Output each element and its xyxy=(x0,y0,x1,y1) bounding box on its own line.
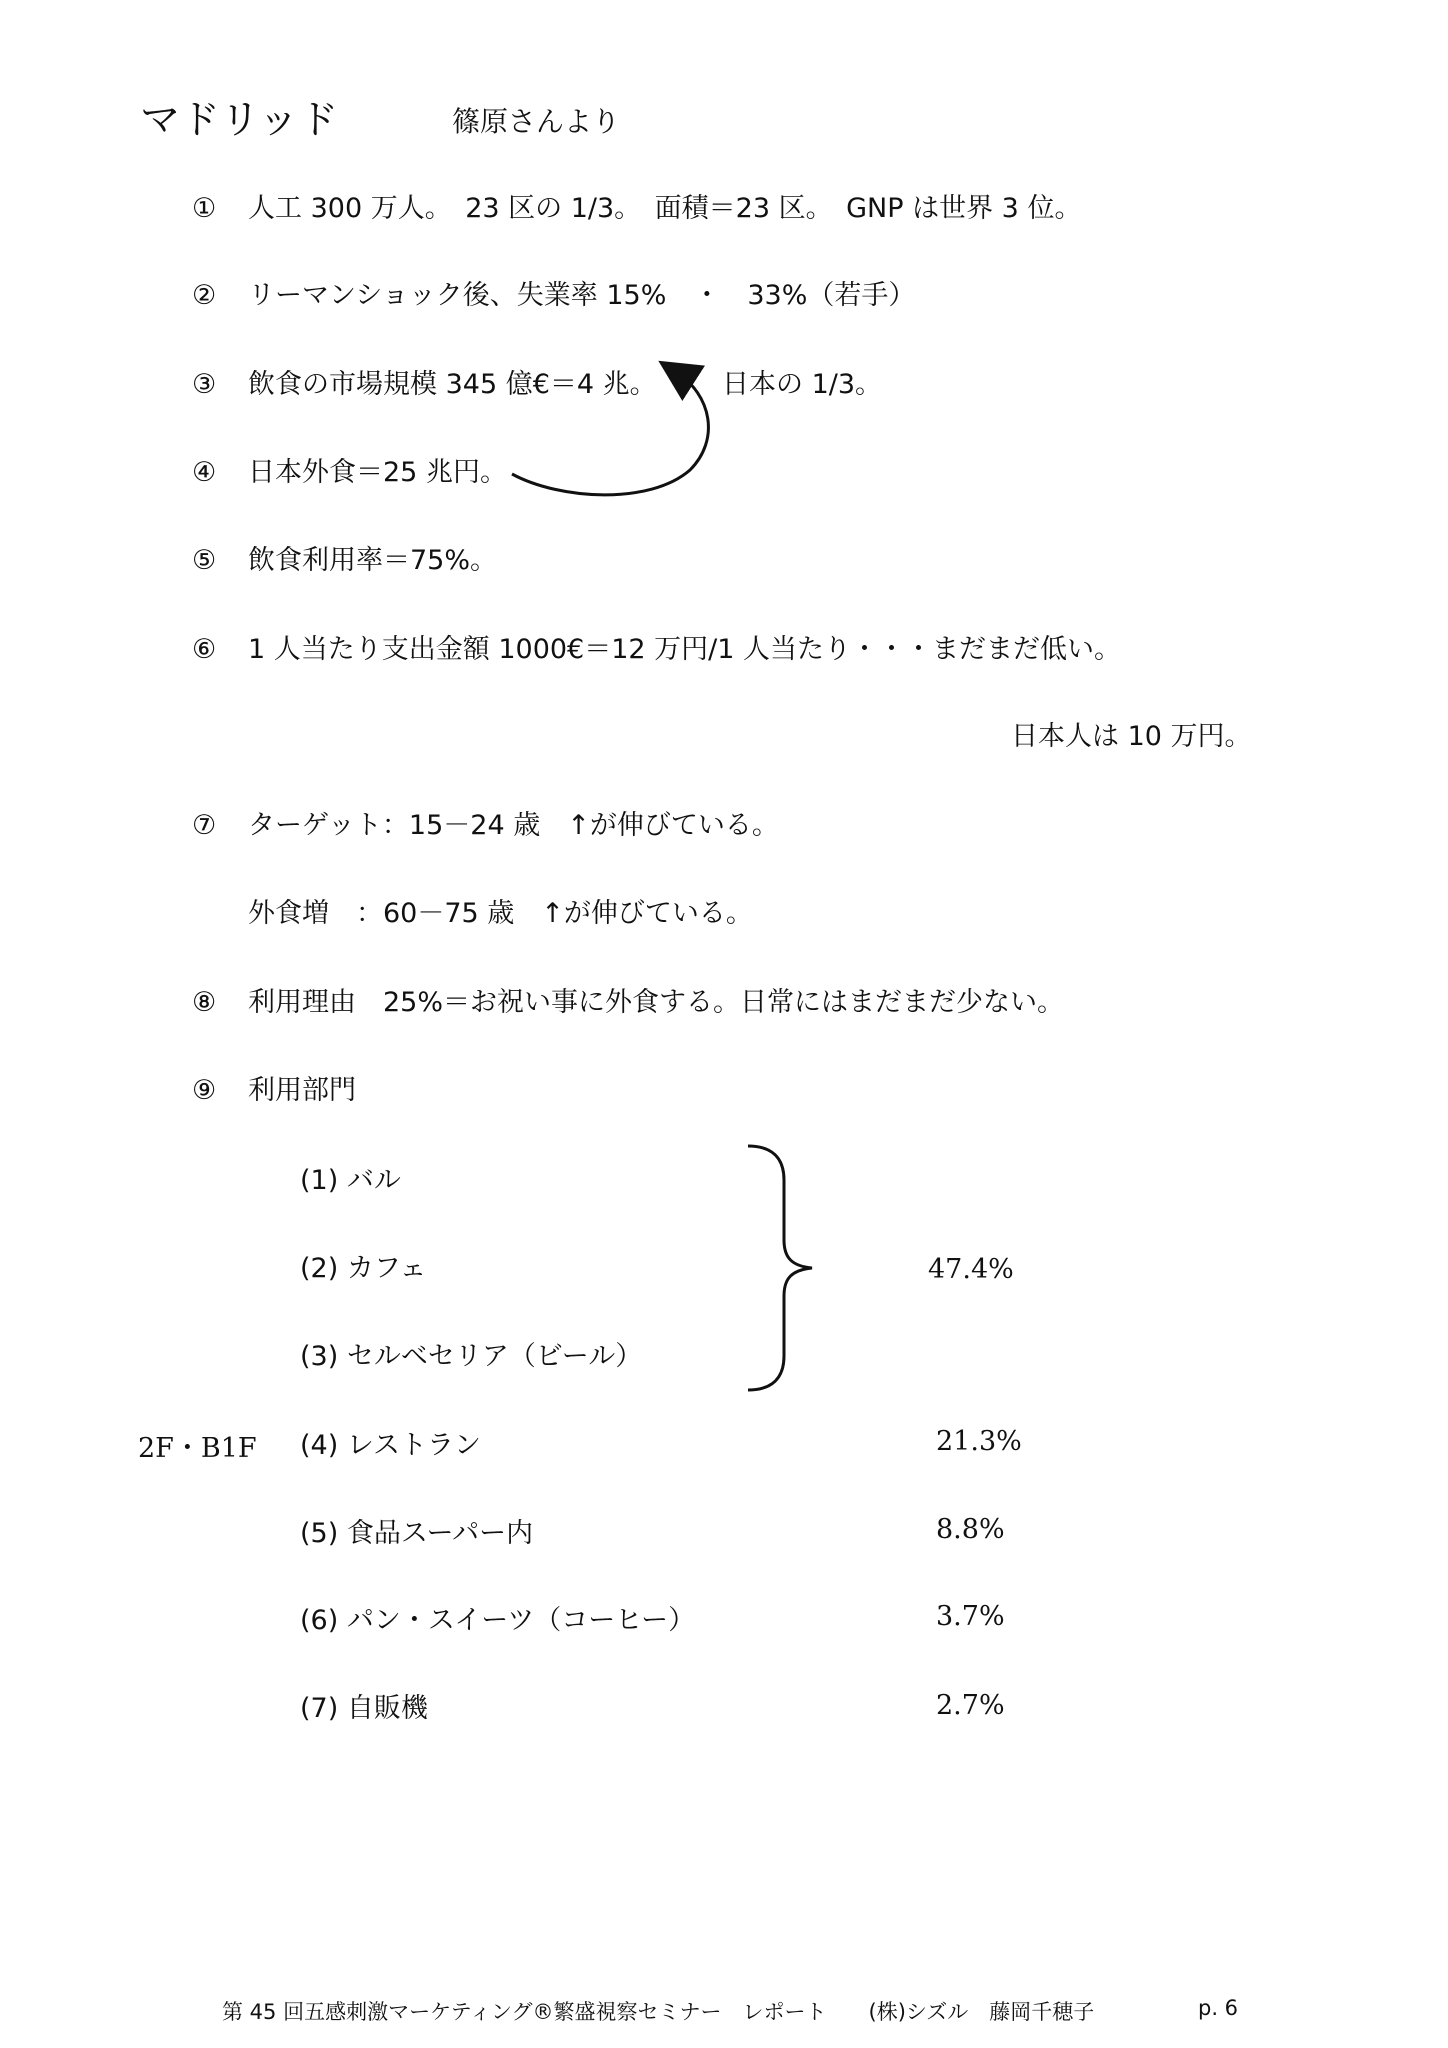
item-number: ⑨ xyxy=(192,1075,217,1106)
sector-item: (4) レストラン xyxy=(300,1430,482,1461)
sector-percent: 8.8% xyxy=(936,1514,1005,1545)
page-title: マドリッド xyxy=(140,97,339,143)
item-text: 日本外食＝25 兆円。 xyxy=(248,457,507,488)
item-number: ⑦ xyxy=(192,810,217,841)
page-number: p. 6 xyxy=(1198,1996,1239,2020)
item-number: ③ xyxy=(192,369,217,400)
footer-text: 第 45 回五感刺激マーケティング®繁盛視察セミナー レポート (株)シズル 藤岡千穂子 xyxy=(222,2000,1095,2024)
curved-arrow-icon xyxy=(512,372,708,495)
item-text: 利用理由 25%＝お祝い事に外食する。日常にはまだまだ少ない。 xyxy=(248,987,1065,1018)
sector-item: (5) 食品スーパー内 xyxy=(300,1518,534,1549)
item-number: ② xyxy=(192,280,217,311)
floor-label: 2F・B1F xyxy=(138,1433,257,1464)
item-number: ① xyxy=(192,193,217,224)
sector-item: (1) バル xyxy=(300,1165,401,1196)
sector-item: (7) 自販機 xyxy=(300,1693,428,1724)
item-text-secondary: 外食増 ：60－75 歳 ↑が伸びている。 xyxy=(248,898,753,929)
sector-item: (2) カフェ xyxy=(300,1253,427,1284)
sector-percent: 21.3% xyxy=(936,1426,1022,1457)
item-text: 利用部門 xyxy=(248,1075,356,1106)
item-number: ⑤ xyxy=(192,545,217,576)
item-text: ターゲット：15－24 歳 ↑が伸びている。 xyxy=(248,810,779,841)
sector-item: (6) パン・スイーツ（コーヒー） xyxy=(300,1605,696,1636)
item-text: 飲食の市場規模 345 億€＝4 兆。 xyxy=(248,369,657,400)
curly-brace-icon xyxy=(748,1146,812,1390)
sector-item: (3) セルベセリア（ビール） xyxy=(300,1341,643,1372)
item-text: リーマンショック後、失業率 15% ・ 33%（若手） xyxy=(248,280,916,311)
source-note: 篠原さんより xyxy=(452,105,621,138)
sector-percent: 3.7% xyxy=(936,1601,1005,1632)
item-number: ⑧ xyxy=(192,987,217,1018)
sector-percent: 2.7% xyxy=(936,1690,1005,1721)
item-text: 飲食利用率＝75%。 xyxy=(248,545,498,576)
item-text: 1 人当たり支出金額 1000€＝12 万円/1 人当たり・・・まだまだ低い。 xyxy=(248,634,1122,665)
item-number: ⑥ xyxy=(192,634,217,665)
item-text-secondary: 日本の 1/3。 xyxy=(722,369,883,400)
item-note: 日本人は 10 万円。 xyxy=(1011,721,1252,752)
item-text: 人工 300 万人。 23 区の 1/3。 面積＝23 区。 GNP は世界 3 位。 xyxy=(248,193,1082,224)
item-number: ④ xyxy=(192,457,217,488)
group-percent: 47.4% xyxy=(928,1254,1014,1285)
